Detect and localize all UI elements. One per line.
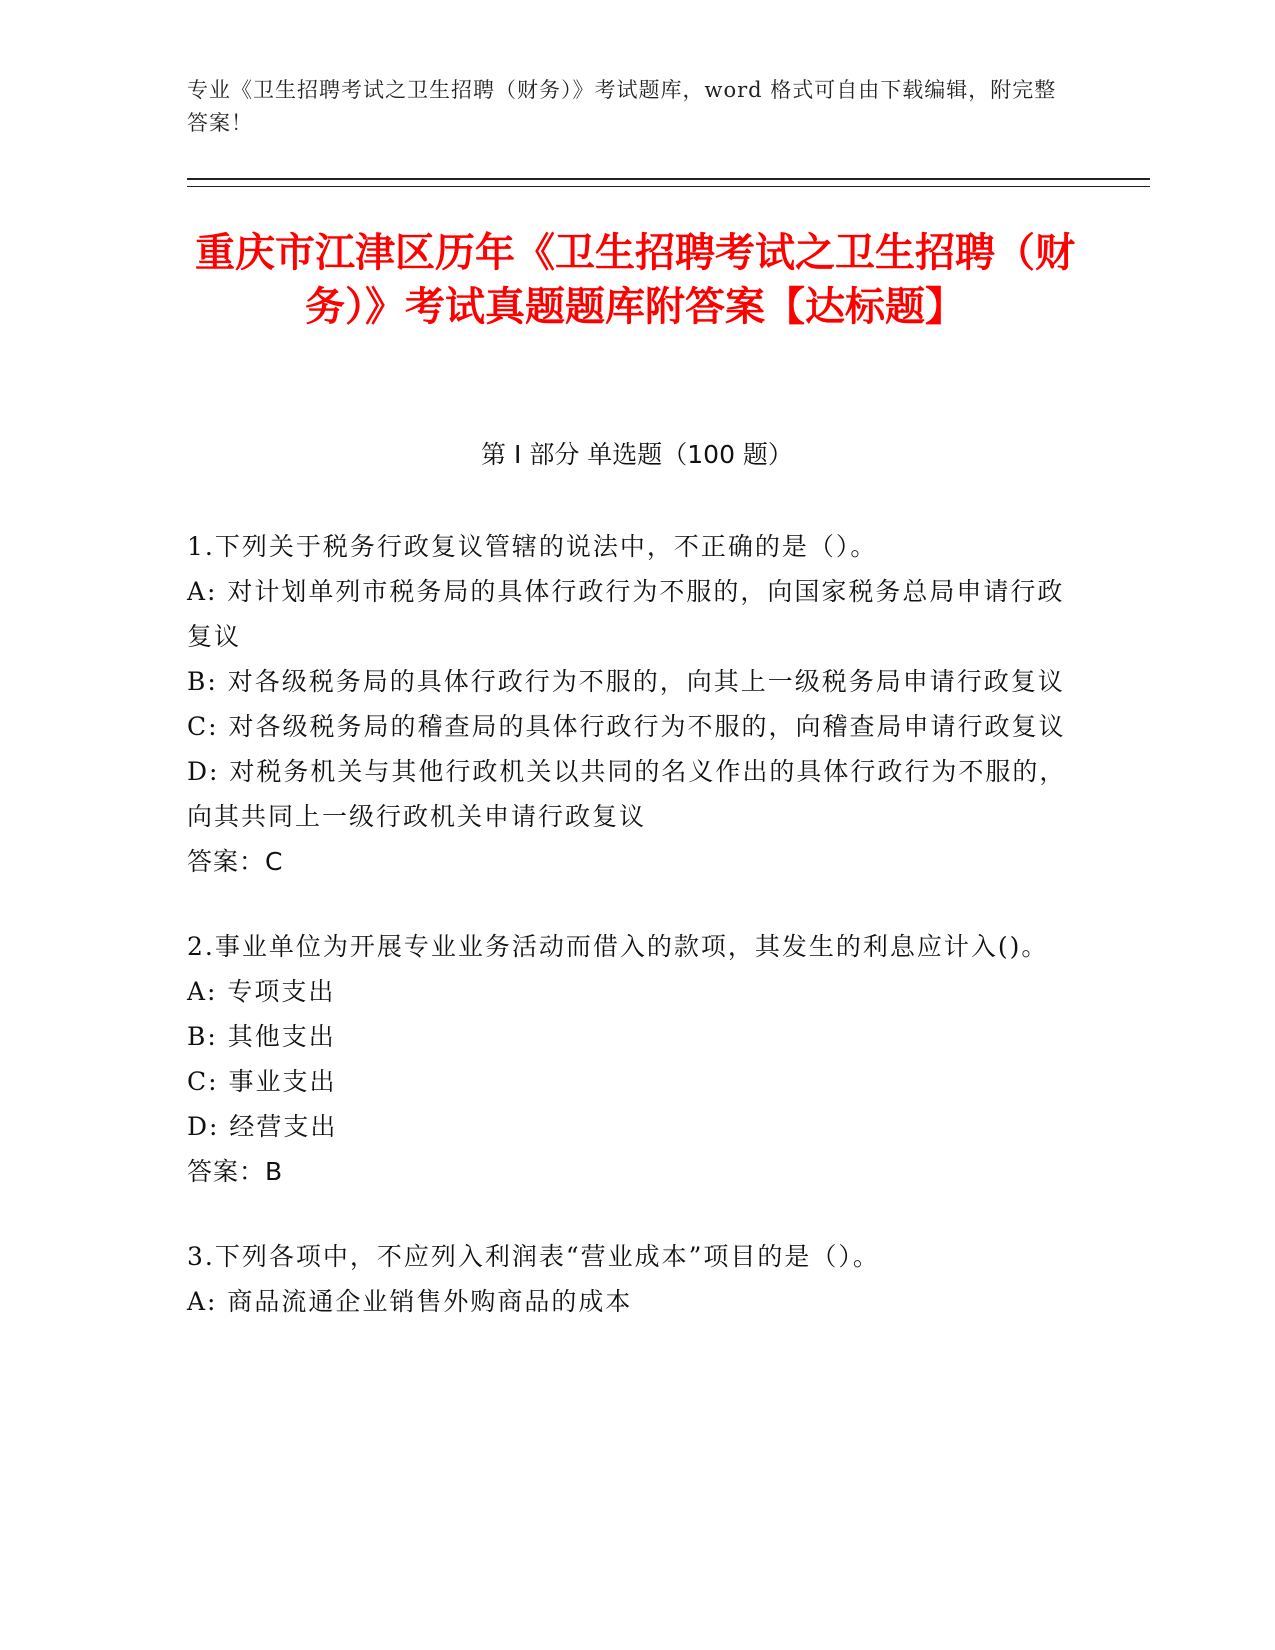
option-a: A: 对计划单列市税务局的具体行政行为不服的，向国家税务总局申请行政复议 <box>187 577 1065 651</box>
option-d: D: 对税务机关与其他行政机关以共同的名义作出的具体行政行为不服的，向其共同上一级行政机关申请行政复议 <box>187 757 1067 831</box>
header-note: 专业《卫生招聘考试之卫生招聘（财务）》考试题库，word 格式可自由下载编辑，附完整答案！ <box>187 78 1057 135</box>
question-list <box>187 524 1067 1364</box>
section-title: 第 I 部分 单选题（100 题） <box>481 440 793 469</box>
option-c: C: 对各级税务局的稽查局的具体行政行为不服的，向稽查局申请行政复议 <box>187 712 1066 741</box>
question-stem: 1.下列关于税务行政复议管辖的说法中，不正确的是（）。 <box>187 532 878 561</box>
document-title: 重庆市江津区历年《卫生招聘考试之卫生招聘（财务）》考试真题题库附答案【达标题】 <box>195 230 1075 330</box>
question-2 <box>187 924 1067 1194</box>
option-a: A: 商品流通企业销售外购商品的成本 <box>187 1287 633 1316</box>
header-divider-bottom <box>187 186 1150 187</box>
option-a: A: 专项支出 <box>187 977 336 1006</box>
question-1 <box>187 524 1067 884</box>
answer: 答案：B <box>187 1157 284 1186</box>
option-b: B: 对各级税务局的具体行政行为不服的，向其上一级税务局申请行政复议 <box>187 667 1065 696</box>
answer: 答案：C <box>187 847 284 876</box>
question-stem: 2.事业单位为开展专业业务活动而借入的款项，其发生的利息应计入()。 <box>187 932 1049 961</box>
option-c: C: 事业支出 <box>187 1067 337 1096</box>
option-b: B: 其他支出 <box>187 1022 336 1051</box>
option-d: D: 经营支出 <box>187 1112 338 1141</box>
header-divider-top <box>187 178 1150 180</box>
question-3 <box>187 1234 1067 1324</box>
question-stem: 3.下列各项中，不应列入利润表“营业成本”项目的是（）。 <box>187 1242 880 1271</box>
